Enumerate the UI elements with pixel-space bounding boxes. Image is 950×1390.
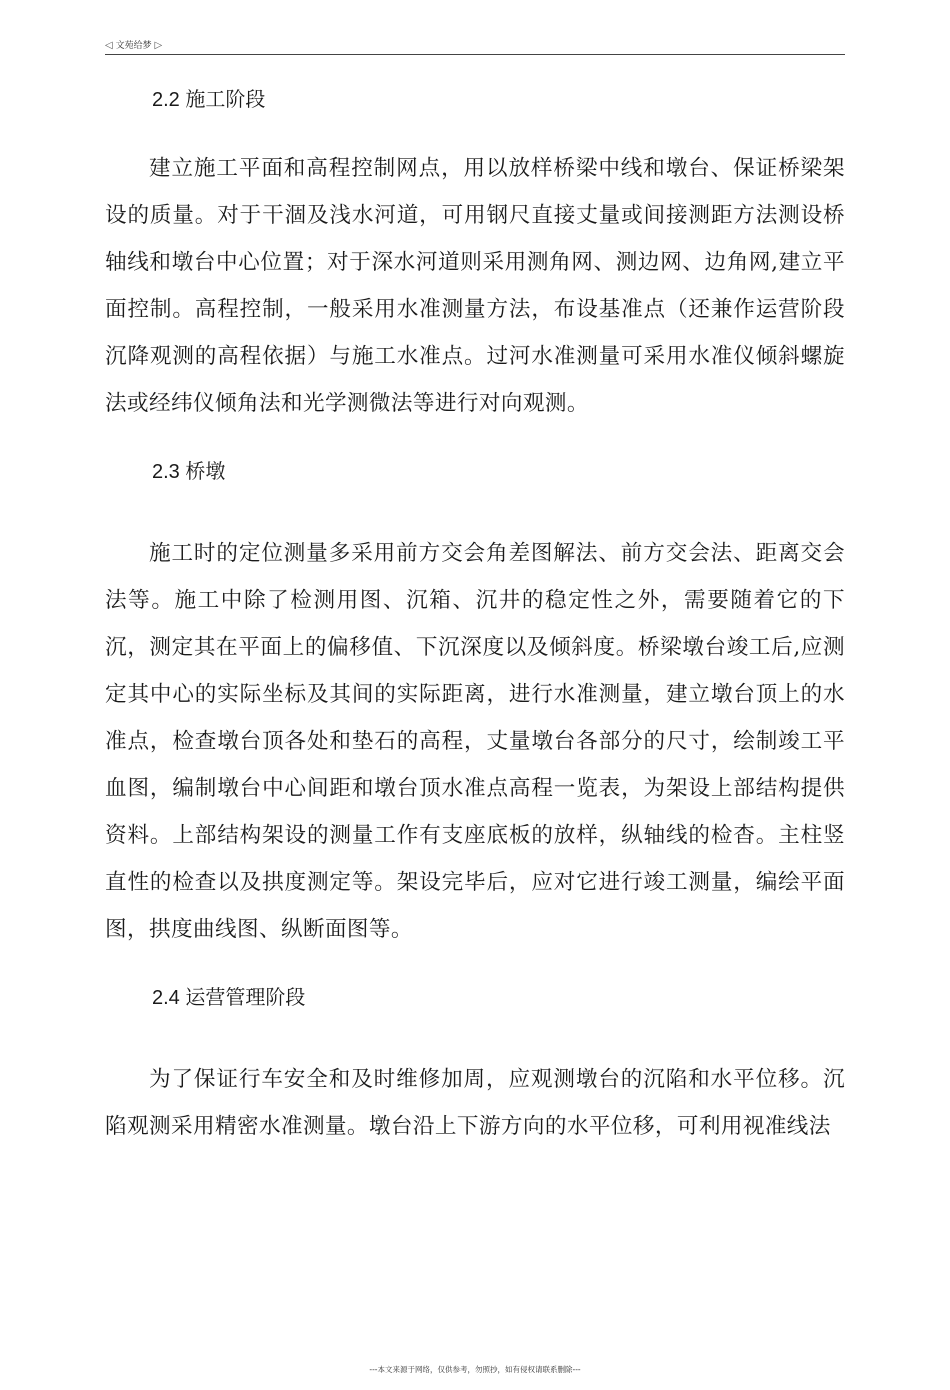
right-triangle-icon: ▷	[154, 40, 163, 51]
document-body	[105, 80, 845, 1150]
page-footer: ---本文来源于网络，仅供参考，勿照抄，如有侵权请联系删除---	[369, 1365, 581, 1374]
section-heading: 2.4 运营管理阶段	[152, 987, 306, 1009]
section-heading: 2.3 桥墩	[152, 461, 226, 483]
section-paragraph: 建立施工平面和高程控制网点，用以放样桥梁中线和墩台、保证桥梁架设的质量。对于干涸及浅水河道，可用钢尺直接丈量或间接测距方法测设桥轴线和墩台中心位置；对于深水河道则采用测角网、测边网、边角网,建立平面控制。高程控制，一般采用水准测量方法，布设基准点（还兼作运营阶段沉降观测的高程依据）与施工水准点。过河水准测量可采用水准仪倾斜螺旋法或经纬仪倾角法和光学测微法等进行对向观测。	[105, 156, 845, 416]
page-header	[105, 38, 845, 51]
header-text: 文苑给梦	[115, 41, 152, 51]
left-triangle-icon: ◁	[105, 40, 113, 51]
section-paragraph: 施工时的定位测量多采用前方交会角差图解法、前方交会法、距离交会法等。施工中除了检测用图、沉箱、沉井的稳定性之外，需要随着它的下沉，测定其在平面上的偏移值、下沉深度以及倾斜度。桥梁墩台竣工后,应测定其中心的实际坐标及其间的实际距离，进行水准测量，建立墩台顶上的水准点，检查墩台顶各处和垫石的高程，丈量墩台各部分的尺寸，绘制竣工平血图，编制墩台中心间距和墩台顶水准点高程一览表，为架设上部结构提供资料。上部结构架设的测量工作有支座底板的放样，纵轴线的检杳。主柱竖直性的检查以及拱度测定等。架设完毕后，应对它进行竣工测量，编绘平面图，拱度曲线图、纵断面图等。	[105, 541, 845, 942]
section-heading: 2.2 施工阶段	[152, 89, 266, 111]
header-rule	[105, 54, 845, 55]
section-paragraph: 为了保证行车安全和及时维修加周，应观测墩台的沉陷和水平位移。沉陷观测采用精密水准测量。墩台沿上下游方向的水平位移，可利用视准线法	[105, 1067, 845, 1139]
